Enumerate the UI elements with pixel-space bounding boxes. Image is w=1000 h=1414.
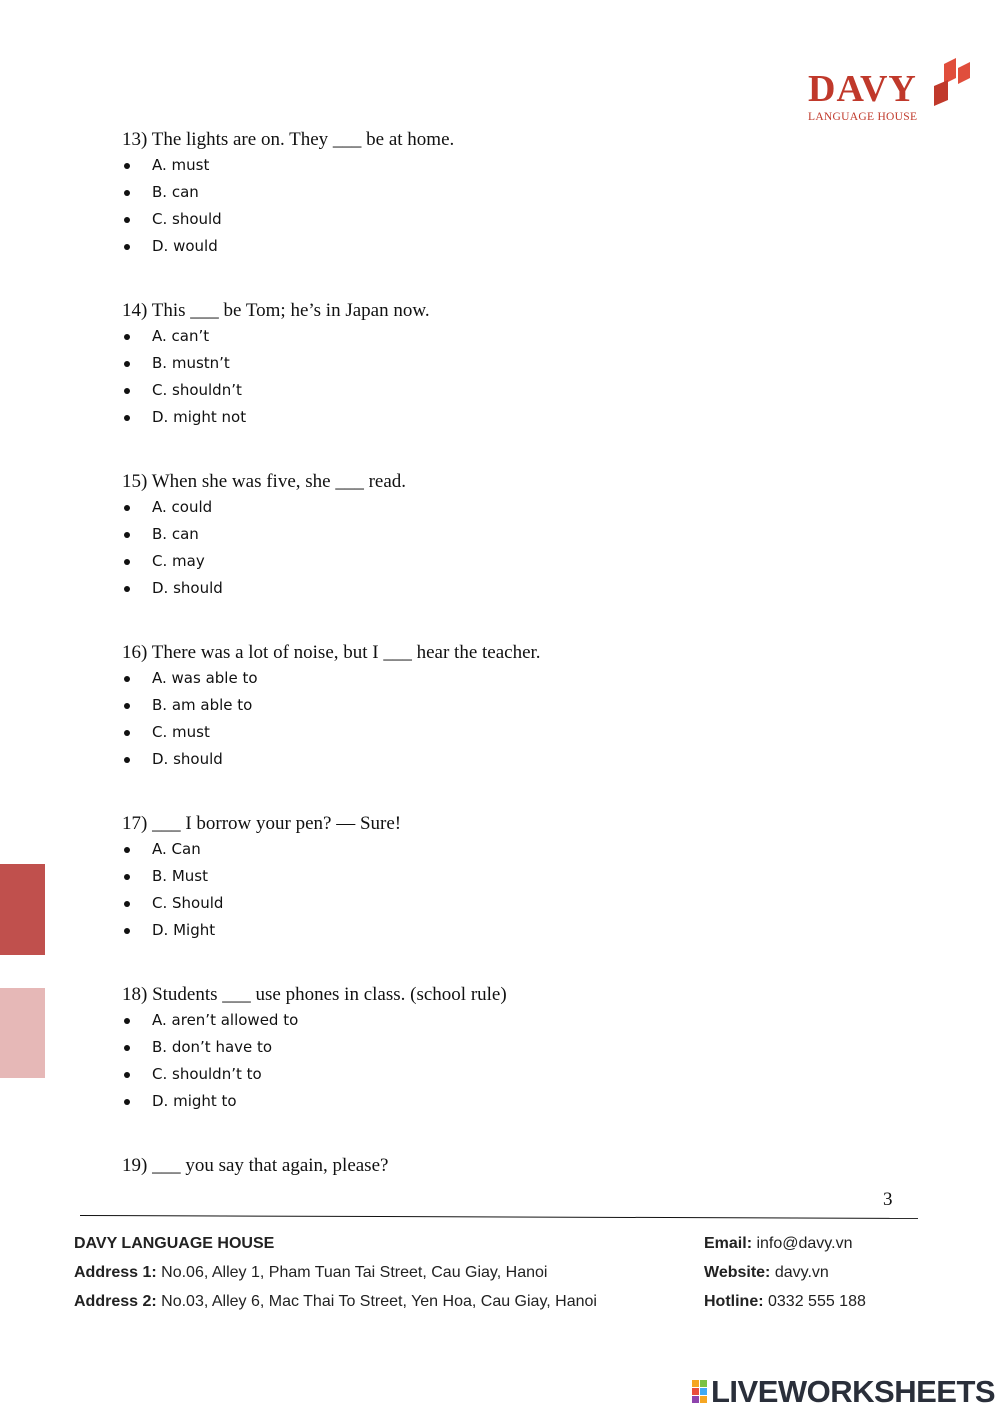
bullet-icon	[124, 847, 130, 853]
option-d[interactable]	[122, 1088, 842, 1115]
option-label: D. should	[152, 750, 223, 768]
bullet-icon	[124, 676, 130, 682]
bullet-icon	[124, 415, 130, 421]
side-accent-bar-dark	[0, 864, 45, 955]
option-b[interactable]	[122, 179, 842, 206]
option-label: B. mustn’t	[152, 354, 230, 372]
davy-logo	[806, 56, 976, 126]
bullet-icon	[124, 703, 130, 709]
question-text: 15) When she was five, she ___ read.	[122, 471, 407, 492]
question-19	[122, 1154, 842, 1178]
email-value[interactable]: info@davy.vn	[756, 1235, 853, 1252]
liveworksheets-text: LIVEWORKSHEETS	[711, 1373, 996, 1409]
option-label: D. would	[152, 237, 218, 255]
option-label: C. shouldn’t	[152, 381, 242, 399]
question-18	[122, 983, 842, 1115]
liveworksheets-watermark	[692, 1374, 995, 1408]
bullet-icon	[124, 928, 130, 934]
option-d[interactable]	[122, 575, 842, 602]
option-label: C. should	[152, 210, 222, 228]
option-label: A. Can	[152, 840, 201, 858]
option-c[interactable]	[122, 377, 842, 404]
address2-label: Address 2:	[74, 1293, 157, 1310]
bullet-icon	[124, 163, 130, 169]
bullet-icon	[124, 190, 130, 196]
address1-label: Address 1:	[74, 1264, 157, 1281]
option-c[interactable]	[122, 548, 842, 575]
option-b[interactable]	[122, 521, 842, 548]
option-label: A. aren’t allowed to	[152, 1011, 299, 1029]
bullet-icon	[124, 1045, 130, 1051]
option-a[interactable]	[122, 323, 842, 350]
page-number: 3	[883, 1189, 893, 1210]
bullet-icon	[124, 757, 130, 763]
option-list	[122, 665, 842, 773]
footer-company: DAVY LANGUAGE HOUSE	[74, 1235, 275, 1252]
option-label: C. must	[152, 723, 210, 741]
option-d[interactable]	[122, 233, 842, 260]
bullet-icon	[124, 901, 130, 907]
option-list	[122, 494, 842, 602]
bullet-icon	[124, 334, 130, 340]
bullet-icon	[124, 730, 130, 736]
question-text: 18) Students ___ use phones in class. (school rule)	[122, 984, 507, 1005]
option-c[interactable]	[122, 719, 842, 746]
bullet-icon	[124, 559, 130, 565]
question-14	[122, 299, 842, 431]
question-17	[122, 812, 842, 944]
option-a[interactable]	[122, 494, 842, 521]
bullet-icon	[124, 505, 130, 511]
option-list	[122, 323, 842, 431]
bullet-icon	[124, 388, 130, 394]
bullet-icon	[124, 361, 130, 367]
address2-value: No.03, Alley 6, Mac Thai To Street, Yen Hoa, Cau Giay, Hanoi	[161, 1293, 597, 1310]
hotline-value: 0332 555 188	[768, 1293, 866, 1310]
option-label: B. Must	[152, 867, 208, 885]
website-value[interactable]: davy.vn	[774, 1264, 829, 1281]
option-c[interactable]	[122, 206, 842, 233]
option-label: B. can	[152, 525, 199, 543]
question-text: 13) The lights are on. They ___ be at home.	[122, 129, 455, 150]
address1-value: No.06, Alley 1, Pham Tuan Tai Street, Cau Giay, Hanoi	[161, 1264, 548, 1281]
bullet-icon	[124, 874, 130, 880]
logo-subtitle: LANGUAGE HOUSE	[808, 111, 918, 123]
option-label: C. may	[152, 552, 205, 570]
website-label: Website:	[704, 1264, 771, 1281]
option-a[interactable]	[122, 1007, 842, 1034]
hotline-label: Hotline:	[704, 1293, 764, 1310]
option-label: A. was able to	[152, 669, 258, 687]
option-d[interactable]	[122, 917, 842, 944]
option-label: D. might not	[152, 408, 247, 426]
option-label: A. can’t	[152, 327, 210, 345]
option-label: D. might to	[152, 1092, 237, 1110]
question-text: 19) ___ you say that again, please?	[122, 1155, 389, 1176]
option-b[interactable]	[122, 350, 842, 377]
option-a[interactable]	[122, 836, 842, 863]
liveworksheets-logo-icon	[692, 1380, 707, 1403]
option-label: A. could	[152, 498, 213, 516]
option-b[interactable]	[122, 1034, 842, 1061]
bullet-icon	[124, 1072, 130, 1078]
option-a[interactable]	[122, 152, 842, 179]
option-b[interactable]	[122, 692, 842, 719]
footer-address-1	[74, 1263, 547, 1283]
bullet-icon	[124, 1018, 130, 1024]
option-a[interactable]	[122, 665, 842, 692]
footer-hotline	[704, 1292, 866, 1312]
option-label: B. can	[152, 183, 199, 201]
bullet-icon	[124, 217, 130, 223]
logo-wordmark: DAVY	[808, 68, 917, 110]
option-d[interactable]	[122, 746, 842, 773]
option-label: D. Might	[152, 921, 216, 939]
footer-address-2	[74, 1292, 597, 1312]
flag-icon	[930, 56, 970, 108]
option-list	[122, 836, 842, 944]
bullet-icon	[124, 1099, 130, 1105]
bullet-icon	[124, 244, 130, 250]
footer-divider	[80, 1215, 918, 1219]
option-c[interactable]	[122, 890, 842, 917]
footer-email	[704, 1234, 852, 1254]
option-d[interactable]	[122, 404, 842, 431]
email-label: Email:	[704, 1235, 753, 1252]
option-label: B. am able to	[152, 696, 253, 714]
question-text: 17) ___ I borrow your pen? — Sure!	[122, 813, 402, 834]
option-label: B. don’t have to	[152, 1038, 273, 1056]
question-13	[122, 128, 842, 260]
footer-website	[704, 1263, 829, 1283]
option-list	[122, 1007, 842, 1115]
bullet-icon	[124, 532, 130, 538]
question-text: 16) There was a lot of noise, but I ___ hear the teacher.	[122, 642, 541, 663]
question-text: 14) This ___ be Tom; he’s in Japan now.	[122, 300, 430, 321]
option-label: C. Should	[152, 894, 224, 912]
option-c[interactable]	[122, 1061, 842, 1088]
bullet-icon	[124, 586, 130, 592]
question-16	[122, 641, 842, 773]
question-15	[122, 470, 842, 602]
option-b[interactable]	[122, 863, 842, 890]
option-label: A. must	[152, 156, 210, 174]
side-accent-bar-light	[0, 988, 45, 1078]
option-label: C. shouldn’t to	[152, 1065, 262, 1083]
option-label: D. should	[152, 579, 223, 597]
option-list	[122, 152, 842, 260]
